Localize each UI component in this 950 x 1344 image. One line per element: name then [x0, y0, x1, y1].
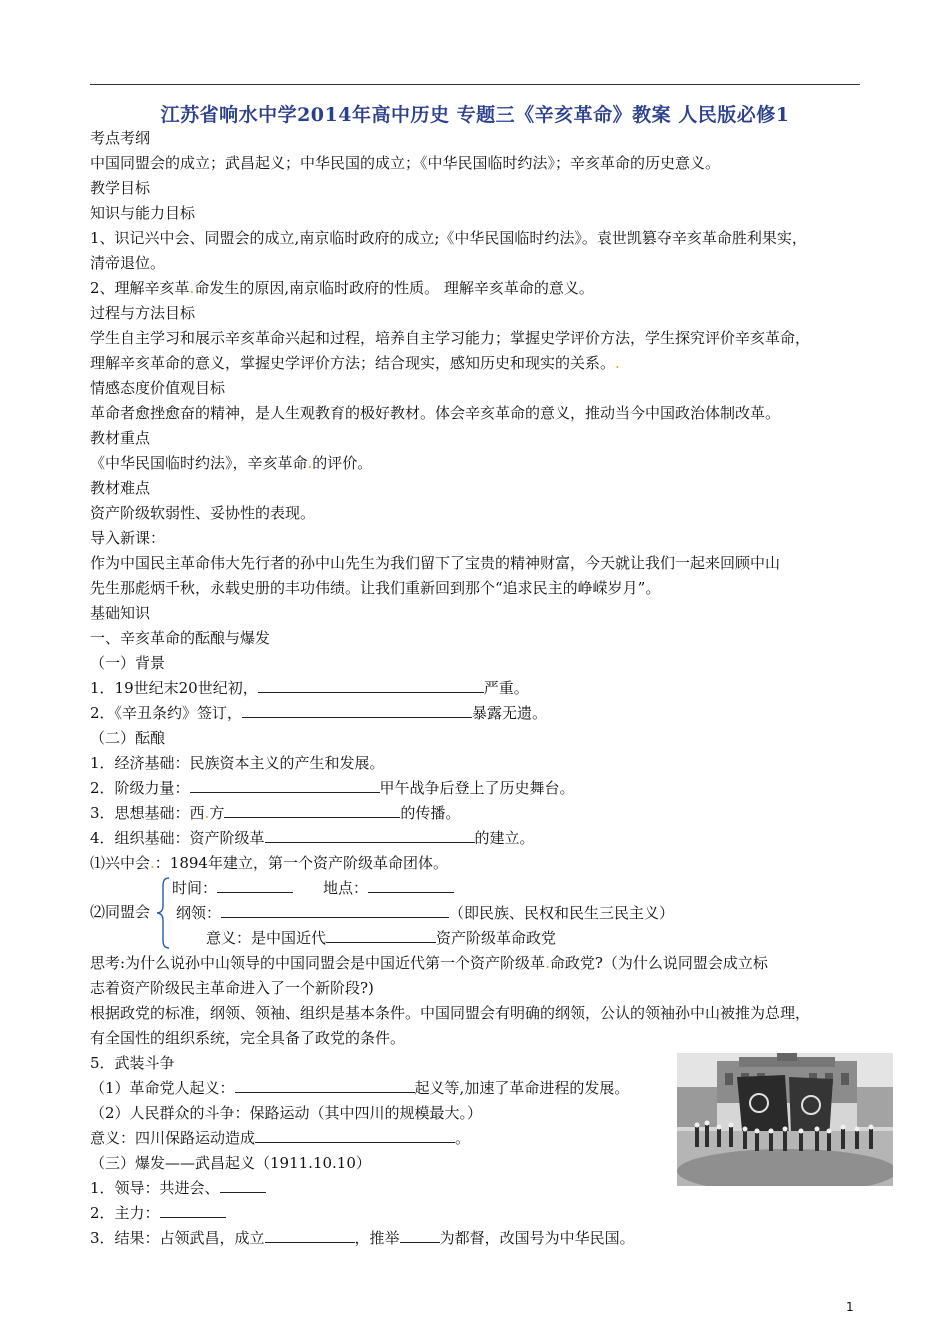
answer-blank[interactable] — [220, 1176, 266, 1193]
answer-blank[interactable] — [221, 901, 449, 918]
section-heading: 导入新课： — [90, 529, 166, 547]
paragraph: 《中华民国临时约法》，辛亥革命.的评价。 — [90, 454, 373, 472]
paragraph: 志着资产阶级民主革命进入了一个新阶段?) — [90, 979, 374, 997]
answer-blank[interactable] — [265, 826, 475, 843]
page-number: 1 — [846, 1300, 854, 1314]
paragraph: 资产阶级软弱性、妥协性的表现。 — [90, 504, 316, 522]
list-item: ⑴兴中会.：1894年建立，第一个资产阶级革命团体。 — [90, 854, 448, 872]
answer-blank[interactable] — [326, 926, 436, 943]
paragraph: 学生自主学习和展示辛亥革命兴起和过程，培养自主学习能力；掌握史学评价方法，学生探究评价辛亥革命， — [90, 329, 811, 347]
fill-blank-item: 1．19世纪末20世纪初， 严重。 — [90, 676, 870, 701]
fill-blank-item: 2．主力： — [90, 1201, 870, 1226]
section-heading: 知识与能力目标 — [90, 204, 196, 222]
answer-blank[interactable] — [400, 1226, 440, 1243]
section-heading: 教材难点 — [90, 479, 151, 497]
historical-photo — [677, 1053, 893, 1186]
paragraph: 作为中国民主革命伟大先行者的孙中山先生为我们留下了宝贵的精神财富，今天就让我们一起来回顾中山 — [90, 554, 781, 572]
fill-blank-item: 4．组织基础：资产阶级革 的建立。 — [90, 826, 870, 851]
section-heading: 考点考纲 — [90, 129, 151, 147]
section-heading: 过程与方法目标 — [90, 304, 196, 322]
fill-blank-item: 2．阶级力量： 甲午战争后登上了历史舞台。 — [90, 776, 870, 801]
paragraph: 革命者愈挫愈奋的精神，是人生观教育的极好教材。体会辛亥革命的意义，推动当今中国政治体制改革。 — [90, 404, 781, 422]
answer-blank[interactable] — [217, 876, 293, 893]
list-item: 1．经济基础：民族资本主义的产生和发展。 — [90, 754, 385, 772]
paragraph: 中国同盟会的成立；武昌起义；中华民国的成立；《中华民国临时约法》；辛亥革命的历史意义。 — [90, 154, 721, 172]
answer-blank[interactable] — [255, 1126, 455, 1143]
paragraph: 思考:为什么说孙中山领导的中国同盟会是中国近代第一个资产阶级革.命政党?（为什么说同盟会成立标 — [90, 954, 768, 972]
section-heading: 教材重点 — [90, 429, 151, 447]
paragraph: 理解辛亥革命的意义，掌握史学评价方法；结合现实，感知历史和现实的关系。. — [90, 354, 620, 372]
section-heading: 基础知识 — [90, 604, 151, 622]
fill-blank-item: 意义：四川保路运动造成 。 — [90, 1126, 870, 1151]
fill-blank-item: （1）革命党人起义： 起义等,加速了革命进程的发展。 — [90, 1076, 870, 1101]
paragraph: 根据政党的标准，纲领、领袖、组织是基本条件。中国同盟会有明确的纲领，公认的领袖孙中山被推为总理， — [90, 1004, 811, 1022]
fill-blank-item: 1．领导：共进会、 — [90, 1176, 870, 1201]
answer-blank[interactable] — [242, 701, 472, 718]
paragraph: 先生那彪炳千秋，永载史册的丰功伟绩。让我们重新回到那个“追求民主的峥嵘岁月”。 — [90, 579, 661, 597]
paragraph: 1、识记兴中会、同盟会的成立,南京临时政府的成立;《中华民国临时约法》。袁世凯篡夺辛亥革命胜利果实， — [90, 229, 807, 247]
answer-blank[interactable] — [160, 1201, 226, 1218]
answer-blank[interactable] — [224, 801, 400, 818]
answer-blank[interactable] — [258, 676, 484, 693]
answer-blank[interactable] — [265, 1226, 355, 1243]
section-heading: 一、辛亥革命的酝酿与爆发 — [90, 629, 271, 647]
fill-blank-item: 3．思想基础：西.方 的传播。 — [90, 801, 870, 826]
list-item: （2）人民群众的斗争：保路运动（其中四川的规模最大。） — [90, 1104, 483, 1122]
tongmenghui-block — [90, 876, 870, 951]
answer-blank[interactable] — [235, 1076, 415, 1093]
sub-heading: （三）爆发——武昌起义（1911.10.10） — [90, 1154, 371, 1172]
list-item: 5．武装斗争 — [90, 1054, 175, 1072]
answer-blank[interactable] — [190, 776, 380, 793]
tongmenghui-label: ⑵同盟会 — [90, 903, 151, 921]
document-title: 江苏省响水中学2014年高中历史 专题三《辛亥革命》教案 人民版必修1 — [160, 104, 790, 126]
sub-heading: （二）酝酿 — [90, 729, 166, 747]
sub-heading: （一）背景 — [90, 654, 166, 672]
paragraph: 清帝退位。 — [90, 254, 166, 272]
answer-blank[interactable] — [368, 876, 454, 893]
section-heading: 教学目标 — [90, 179, 151, 197]
fill-blank-item: 2．《辛丑条约》签订， 暴露无遗。 — [90, 701, 870, 726]
paragraph: 有全国性的组织系统，完全具备了政党的条件。 — [90, 1029, 406, 1047]
header-rule — [90, 84, 860, 85]
curly-brace-icon — [156, 876, 170, 950]
fill-blank-item: 3．结果：占领武昌，成立 ，推举 为都督，改国号为中华民国。 — [90, 1226, 870, 1251]
section-heading: 情感态度价值观目标 — [90, 379, 226, 397]
tongmenghui-details: 时间： 地点： 纲领： （即民族、民权和民生三民主义） 意义：是中国近代 资产阶级革命政党 — [172, 876, 674, 951]
paragraph: 2、理解辛亥革.命发生的原因,南京临时政府的性质。 理解辛亥革命的意义。 — [90, 279, 594, 297]
